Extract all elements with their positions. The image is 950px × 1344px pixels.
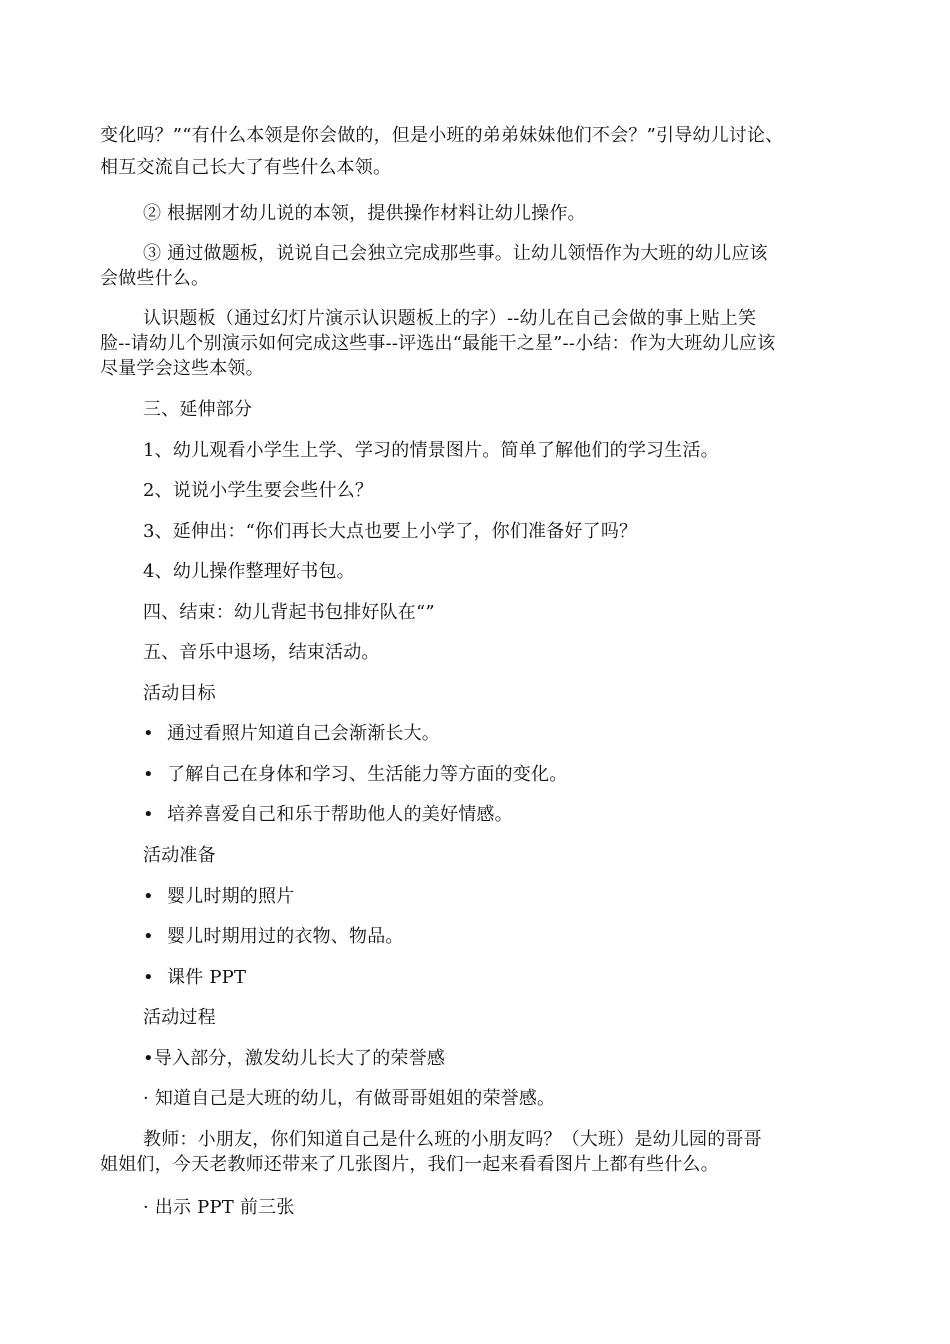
list-item: 婴儿时期用过的衣物、物品。 bbox=[167, 926, 404, 947]
list-item: 课件 PPT bbox=[167, 967, 247, 988]
paragraph-line: 脸--请幼儿个别演示如何完成这些事--评选出“最能干之星”--小结：作为大班幼儿应该 bbox=[100, 333, 776, 354]
bullet-glyph: • bbox=[143, 886, 154, 907]
list-item: 通过看照片知道自己会渐渐长大。 bbox=[167, 723, 440, 744]
paragraph-line: ② 根据刚才幼儿说的本领，提供操作材料让幼儿操作。 bbox=[143, 203, 586, 224]
list-item: 婴儿时期的照片 bbox=[167, 886, 295, 907]
paragraph-line: · 出示 PPT 前三张 bbox=[143, 1197, 295, 1218]
bullet-glyph: • bbox=[143, 764, 154, 785]
paragraph-line: ③ 通过做题板，说说自己会独立完成那些事。让幼儿领悟作为大班的幼儿应该 bbox=[143, 243, 768, 264]
paragraph-line: · 知道自己是大班的幼儿，有做哥哥姐姐的荣誉感。 bbox=[143, 1088, 556, 1109]
paragraph-line: 变化吗？”“有什么本领是你会做的，但是小班的弟弟妹妹他们不会？”引导幼儿讨论、 bbox=[100, 125, 784, 146]
list-item: 4、幼儿操作整理好书包。 bbox=[143, 561, 355, 582]
section-heading: 五、音乐中退场，结束活动。 bbox=[143, 642, 380, 663]
paragraph-line: 相互交流自己长大了有些什么本领。 bbox=[100, 157, 392, 178]
bullet-glyph: • bbox=[143, 926, 154, 947]
section-heading: 四、结束：幼儿背起书包排好队在“” bbox=[143, 602, 435, 623]
list-item: 2、说说小学生要会些什么？ bbox=[143, 480, 374, 501]
list-item: 1、幼儿观看小学生上学、学习的情景图片。简单了解他们的学习生活。 bbox=[143, 440, 719, 461]
section-title: 活动过程 bbox=[143, 1007, 216, 1028]
bullet-glyph: • bbox=[143, 967, 154, 988]
section-title: 活动准备 bbox=[143, 845, 216, 866]
list-item: 培养喜爱自己和乐于帮助他人的美好情感。 bbox=[167, 804, 513, 825]
bullet-glyph: • bbox=[143, 804, 154, 825]
paragraph-line: •导入部分，激发幼儿长大了的荣誉感 bbox=[143, 1048, 446, 1069]
section-title: 活动目标 bbox=[143, 683, 216, 704]
list-item: 3、延伸出：“你们再长大点也要上小学了，你们准备好了吗？ bbox=[143, 521, 638, 542]
section-heading: 三、延伸部分 bbox=[143, 399, 253, 420]
paragraph-line: 姐姐们，今天老教师还带来了几张图片，我们一起来看看图片上都有些什么。 bbox=[100, 1154, 719, 1175]
list-item: 了解自己在身体和学习、生活能力等方面的变化。 bbox=[167, 764, 568, 785]
bullet-glyph: • bbox=[143, 723, 154, 744]
paragraph-line: 认识题板（通过幻灯片演示认识题板上的字）--幼儿在自己会做的事上贴上笑 bbox=[143, 308, 757, 329]
paragraph-line: 会做些什么。 bbox=[100, 268, 210, 289]
paragraph-line: 教师：小朋友，你们知道自己是什么班的小朋友吗？（大班）是幼儿园的哥哥 bbox=[143, 1129, 762, 1150]
paragraph-line: 尽量学会这些本领。 bbox=[100, 358, 264, 379]
